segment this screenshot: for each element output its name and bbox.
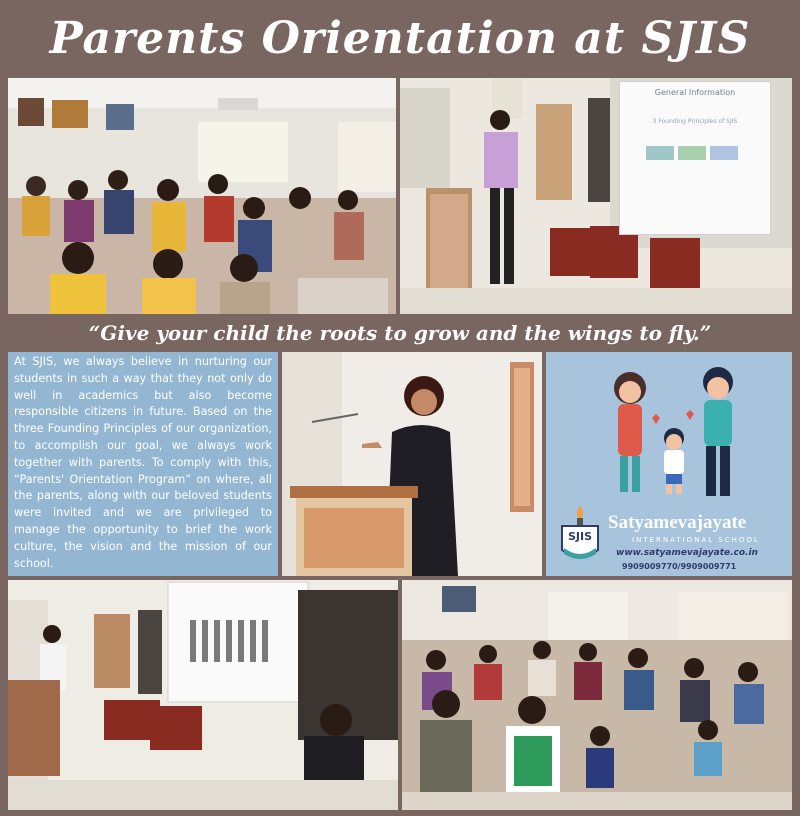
slide-arrow-1 [646,146,674,160]
photo-parents-audience [8,78,396,314]
photo-presenter-chart [8,580,398,810]
presentation-screen [620,82,770,234]
page-title: Parents Orientation at SJIS [49,12,751,64]
family-illustration [546,352,792,502]
school-phones: 9909009770/9909009771 [622,562,737,571]
photo-speaker-podium [282,352,542,576]
slide-arrow-3 [710,146,738,160]
school-website: www.satyamevajayate.co.in [616,548,758,558]
school-badge-text: SJIS [567,530,593,543]
quote-banner: “Give your child the roots to grow and the wings to fly.” [8,316,792,350]
chart-on-slide [184,610,294,670]
slide-subheading: 3 Founding Principles of SJIS [652,118,738,125]
school-logo-panel [546,352,792,576]
school-emblem [558,504,602,566]
slide-arrow-2 [678,146,706,160]
intro-paragraph: At SJIS, we always believe in nurturing our students in such a way that they not only do well in academics but also become responsible citizens in future. Based on the three Founding Principles of our organization, to accomplish our goal, we always work together with parents. To comply with this, “Parents' Orientation Program” on where, all the parents, along with our beloved students were invited and we are privileged to manage the opportunity to brief the work culture, the vision and the mission of our school. [8,352,278,576]
photo-presenter-slide [400,78,792,314]
slide-heading: General Information [654,88,736,97]
school-subtitle: INTERNATIONAL SCHOOL [632,536,760,544]
school-name: Satyamevajayate [608,512,747,533]
photo-families-audience [402,580,792,810]
